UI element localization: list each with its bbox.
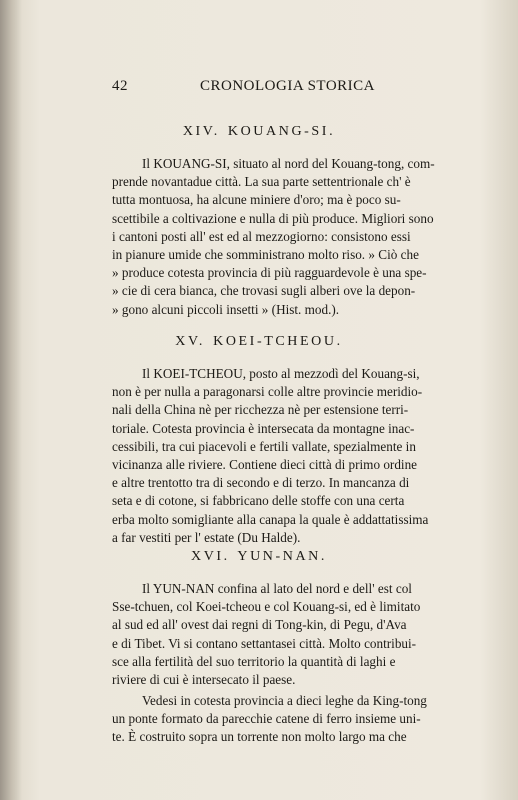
section-title-koei-tcheou: XV. KOEI-TCHEOU. [175,334,343,349]
text-line: te. È costruito sopra un torrente non molto largo ma che [112,729,407,745]
text-line: Il YUN-NAN confina al lato del nord e dell' est col [142,581,412,596]
text-line: scettibile a coltivazione e nulla di più produce. Migliori sono [112,210,434,226]
section-title-yun-nan: XVI. YUN-NAN. [191,549,327,564]
text-line: Il KOUANG-SI, situato al nord del Kouang-tong, com- [142,156,435,171]
text-line: in pianure umide che somministrano molto riso. » Ciò che [112,247,419,263]
text-line: prende novantadue città. La sua parte settentrionale ch' è [112,174,411,190]
text-line: vicinanza alle riviere. Contiene dieci città di primo ordine [112,457,418,473]
text-line: a far vestiti per l' estate (Du Halde). [112,529,301,545]
text-line: » cie di cera bianca, che trovasi sugli alberi ove la depon- [112,283,416,299]
text-line: Il KOEI-TCHEOU, posto al mezzodì del Kouang-si, [142,366,420,381]
text-line: un ponte formato da parecchie catene di ferro insieme uni- [112,711,421,727]
text-line: non è per nulla a paragonarsi colle altre provincie meridio- [112,384,423,400]
paragraph-koei-tcheou [112,365,458,547]
paragraph-yun-nan-2 [112,692,458,747]
page-gutter-shadow [0,0,22,800]
paragraph-yun-nan-1 [112,580,458,689]
text-line: sce alla fertilità del suo territorio la quantità di laghi e [112,653,396,669]
text-line: cessibili, tra cui piacevoli e fertili vallate, spezialmente in [112,438,416,454]
text-line: al sud ed all' ovest dai regni di Tong-kin, di Pegu, d'Ava [112,617,407,633]
text-line: Sse-tchuen, col Koei-tcheou e col Kouang-si, ed è limitato [112,599,421,615]
text-line: seta e di cotone, si fabbricano delle stoffe con una certa [112,493,405,509]
text-line: e altre trentotto tra di secondo e di terzo. In mancanza di [112,475,410,491]
text-line: » gono alcuni piccoli insetti » (Hist. mod.). [112,301,340,317]
text-line: » produce cotesta provincia di più ragguardevole è una spe- [112,265,427,281]
section-title-kouang-si: XIV. KOUANG-SI. [182,124,336,139]
text-line: Vedesi in cotesta provincia a dieci leghe da King-tong [142,693,427,708]
paragraph-kouang-si [112,155,458,319]
text-line: toriale. Cotesta provincia è intersecata da montagne inac- [112,420,415,436]
page-number: 42 [112,78,128,94]
running-header [112,78,452,98]
text-line: nali della China nè per ricchezza nè per estensione terri- [112,402,409,418]
text-line: erba molto somigliante alla canapa la quale è addattatissima [112,511,429,527]
text-line: e di Tibet. Vi si contano settantasei città. Molto contribui- [112,635,417,651]
running-title: CRONOLOGIA STORICA [200,78,375,94]
text-line: riviere di cui è intersecato il paese. [112,672,296,688]
text-line: tutta montuosa, ha alcune miniere d'oro; ma è poco su- [112,192,401,208]
text-line: i cantoni posti all' est ed al mezzogiorno: consistono essi [112,228,411,244]
